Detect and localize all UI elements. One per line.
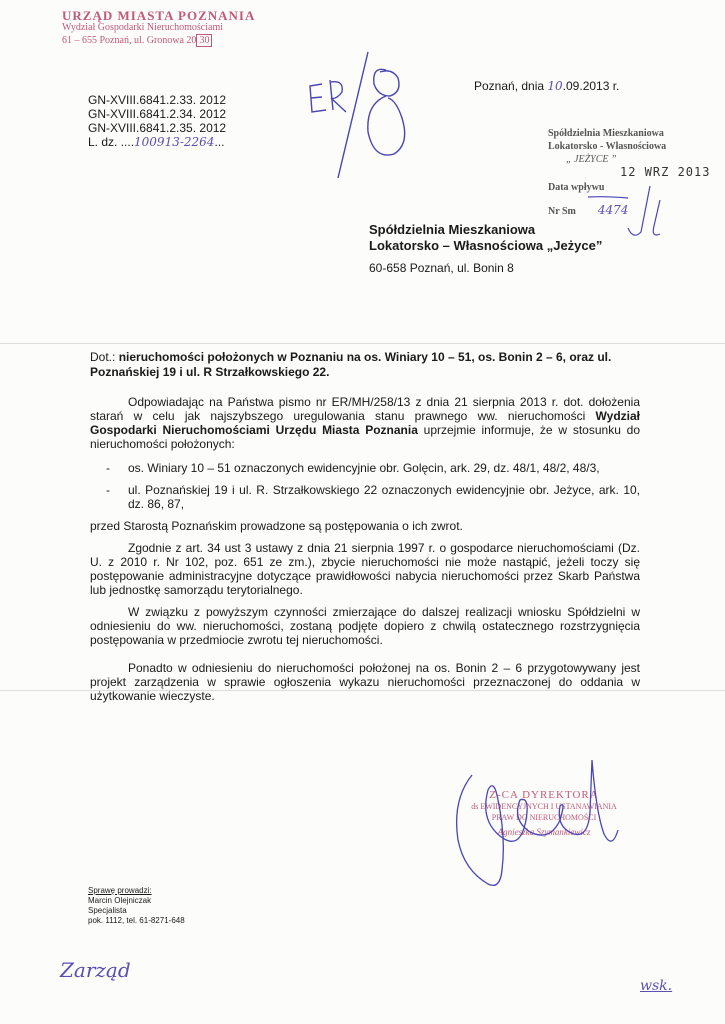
signature-title: Z-CA DYREKTORA bbox=[489, 789, 599, 801]
office-address: 61 – 655 Poznań, ul. Gronowa 20 30 bbox=[62, 34, 255, 47]
receipt-number: 4474 bbox=[597, 203, 629, 217]
department-name: Wydział Gospodarki Nieruchomościami bbox=[62, 22, 224, 33]
reference-line: GN-XVIII.6841.2.34. 2012 bbox=[88, 107, 227, 121]
handler-name: Marcin Olejniczak bbox=[88, 896, 152, 905]
receipt-date: 12 WRZ 2013 bbox=[620, 165, 711, 179]
addressee-name: Lokatorsko – Własnościowa „Jeżyce” bbox=[369, 238, 603, 253]
handwritten-note-left: Zarząd bbox=[60, 958, 131, 982]
signatory-name: Agnieszka Szymankiewicz bbox=[497, 827, 591, 837]
handwritten-note-right: wsk. bbox=[640, 978, 673, 994]
list-item: - ul. Poznańskiej 19 i ul. R. Strzałkowskiego 22 oznaczonych ewidencyjnie obr. Jeżyce, ark. 10, dz. 86, 87, bbox=[128, 483, 640, 511]
place-date: Poznań, dnia 10.09.2013 r. bbox=[474, 79, 620, 93]
body-paragraph: Ponadto w odniesieniu do nieruchomości położonej na os. Bonin 2 – 6 przygotowywany jest projekt zarządzenia w sprawie ogłoszenia wykazu nieruchomości przeznaczonej do oddania w użytkowanie wieczyste. bbox=[90, 661, 640, 703]
list-item: - os. Winiary 10 – 51 oznaczonych ewidencyjnie obr. Golęcin, ark. 29, dz. 48/1, 48/2, 48/3, bbox=[128, 461, 640, 475]
reference-line: GN-XVIII.6841.2.35. 2012 bbox=[88, 121, 227, 135]
receipt-stamp-line: Lokatorsko - Własnościowa bbox=[548, 141, 667, 152]
reference-line: GN-XVIII.6841.2.33. 2012 bbox=[88, 93, 227, 107]
body-paragraph: Odpowiadając na Państwa pismo nr ER/MH/258/13 z dnia 21 sierpnia 2013 r. dot. dołożenia starań w celu jak najszybszego uregulowania stanu prawnego ww. nieruchomości Wydział Gospodarki Nieruchomościami Urzędu Miasta Poznania uprzejmie informuje, że w stosunku do nieruchomości położonych: bbox=[90, 395, 640, 451]
receipt-number-row: Nr Sm 4474 bbox=[548, 203, 629, 217]
handler-contact: pok. 1112, tel. 61-8271-648 bbox=[88, 916, 185, 925]
letter-subject: Dot.: nieruchomości położonych w Poznaniu na os. Winiary 10 – 51, os. Bonin 2 – 6, oraz ul. Poznańskiej 19 i ul. R Strzałkowskiego 22. bbox=[90, 350, 612, 379]
body-paragraph: przed Starostą Poznańskim prowadzone są postępowania o ich zwrot. bbox=[90, 519, 463, 533]
handler-title: Specjalista bbox=[88, 906, 127, 915]
addressee-name: Spółdzielnia Mieszkaniowa bbox=[369, 222, 536, 237]
body-paragraph: W związku z powyższym czynności zmierzające do dalszej realizacji wniosku Spółdzielni w odniesieniu do ww. nieruchomości, zostaną podjęte dopiero z chwilą ostatecznego rozstrzygnięcia postępowania w przedmiocie zwrotu tej nieruchomości. bbox=[90, 605, 640, 647]
signature-department: ds EWIDENCYJNYCH I USTANAWIANIA bbox=[471, 802, 617, 811]
addressee-address: 60-658 Poznań, ul. Bonin 8 bbox=[369, 261, 514, 275]
date-day-handwritten: 10 bbox=[547, 79, 563, 93]
receipt-date-label: Data wpływu bbox=[548, 182, 605, 193]
signature-department: PRAW DO NIERUCHOMOŚCI bbox=[491, 813, 597, 822]
receipt-stamp-line: Spółdzielnia Mieszkaniowa bbox=[548, 128, 664, 139]
case-handler bbox=[88, 886, 185, 926]
journal-number: L. dz. ....100913-2264... bbox=[88, 135, 225, 149]
office-name: URZĄD MIASTA POZNANIA bbox=[62, 8, 256, 23]
body-paragraph: Zgodnie z art. 34 ust 3 ustawy z dnia 21 sierpnia 1997 r. o gospodarce nieruchomościami (Dz. U. z 2010 r. Nr 102, poz. 651 ze zm.), zbycie nieruchomości nie może nastąpić, jeżeli toczy się postępowanie administracyjne dotyczące prawidłowości nabycia nieruchomości przez Skarb Państwa lub jednostkę samorządu terytorialnego. bbox=[90, 541, 640, 597]
office-stamp-box: 30 bbox=[196, 34, 212, 47]
journal-number-handwritten: 100913-2264 bbox=[134, 135, 215, 149]
receipt-stamp-line: „ JEŻYCE ” bbox=[566, 154, 617, 165]
handler-label: Sprawę prowadzi: bbox=[88, 886, 152, 895]
